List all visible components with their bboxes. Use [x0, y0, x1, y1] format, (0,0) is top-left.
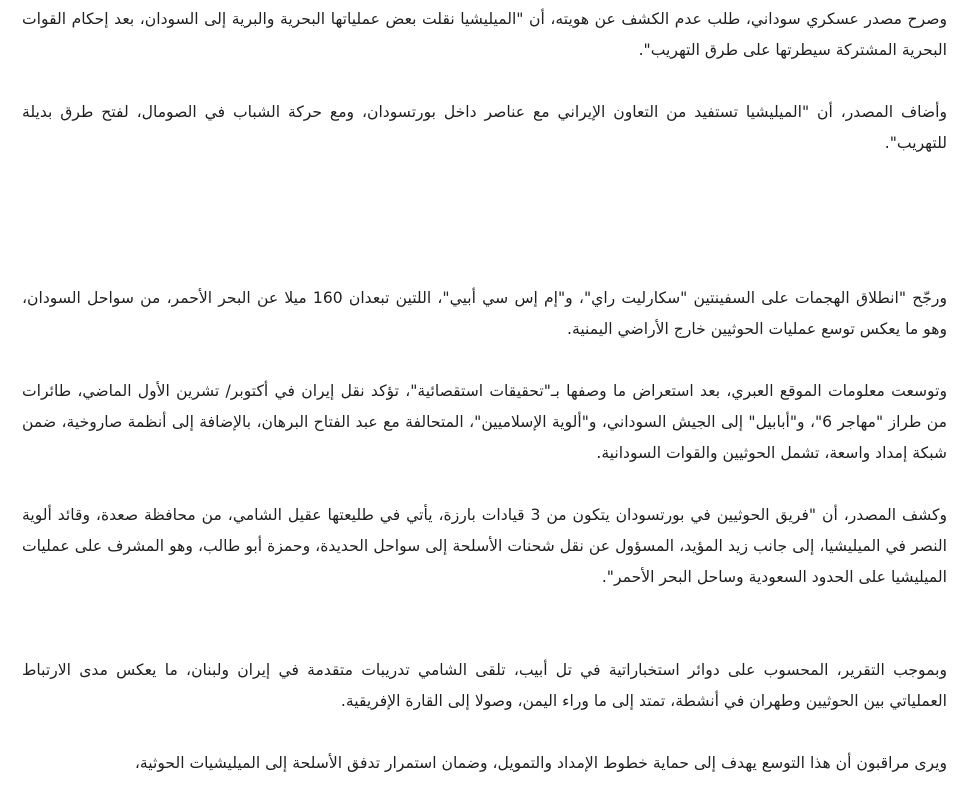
embed-gap — [22, 190, 947, 283]
paragraph-hebrew-site-info: وتوسعت معلومات الموقع العبري، بعد استعراض ما وصفها بـ"تحقيقات استقصائية"، تؤكد نقل إيران في أكتوبر/ تشرين الأول الماضي، طائرات من طراز "مهاجر 6"، و"أبابيل" إلى الجيش السوداني، و"ألوية الإسلاميين"، المتحالفة مع عبد الفتاح البرهان، بالإضافة إلى أنظمة صاروخية، ضمن شبكة إمداد واسعة، تشمل الحوثيين والقوات السودانية. — [22, 382, 948, 462]
embed-gap — [22, 624, 947, 655]
article-body — [22, 4, 947, 810]
paragraph-sudan-source: وصرح مصدر عسكري سوداني، طلب عدم الكشف عن هويته، أن "الميليشيا نقلت بعض عملياتها البحرية والبرية إلى السودان، بعد إحكام القوات البحرية المشتركة سيطرتها على طرق التهريب". — [22, 10, 947, 59]
paragraph-houthi-team: وكشف المصدر، أن "فريق الحوثيين في بورتسودان يتكون من 3 قيادات بارزة، يأتي في طليعتها عقيل الشامي، من محافظة صعدة، وقائد ألوية النصر في الميليشيا، إلى جانب زيد المؤيد، المسؤول عن نقل شحنات الأسلحة إلى سواحل الحديدة، وحمزة أبو طالب، وهو المشرف على عمليات الميليشيا على الحدود السعودية وساحل البحر الأحمر". — [22, 506, 947, 586]
paragraph-observers: ويرى مراقبون أن هذا التوسع يهدف إلى حماية خطوط الإمداد والتمويل، وضمان استمرار تدفق الأسلحة إلى الميليشيات الحوثية، — [134, 754, 947, 772]
paragraph-iran-cooperation: وأضاف المصدر، أن "الميليشيا تستفيد من التعاون الإيراني مع عناصر داخل بورتسودان، ومع حركة الشباب في الصومال، لفتح طرق بديلة للتهريب". — [22, 103, 947, 152]
paragraph-ship-attacks: ورجّح "انطلاق الهجمات على السفينتين "سكارليت راي"، و"إم إس سي أبيي"، اللتين تبعدان 160 ميلا عن البحر الأحمر، من سواحل السودان، وهو ما يعكس توسع عمليات الحوثيين خارج الأراضي اليمنية. — [22, 289, 947, 338]
paragraph-report-training: وبموجب التقرير، المحسوب على دوائر استخباراتية في تل أبيب، تلقى الشامي تدريبات متقدمة في إيران ولبنان، ما يعكس مدى الارتباط العملياتي بين الحوثيين وطهران في أنشطة، تمتد إلى ما وراء اليمن، وصولا إلى القارة الإفريقية. — [22, 661, 947, 710]
